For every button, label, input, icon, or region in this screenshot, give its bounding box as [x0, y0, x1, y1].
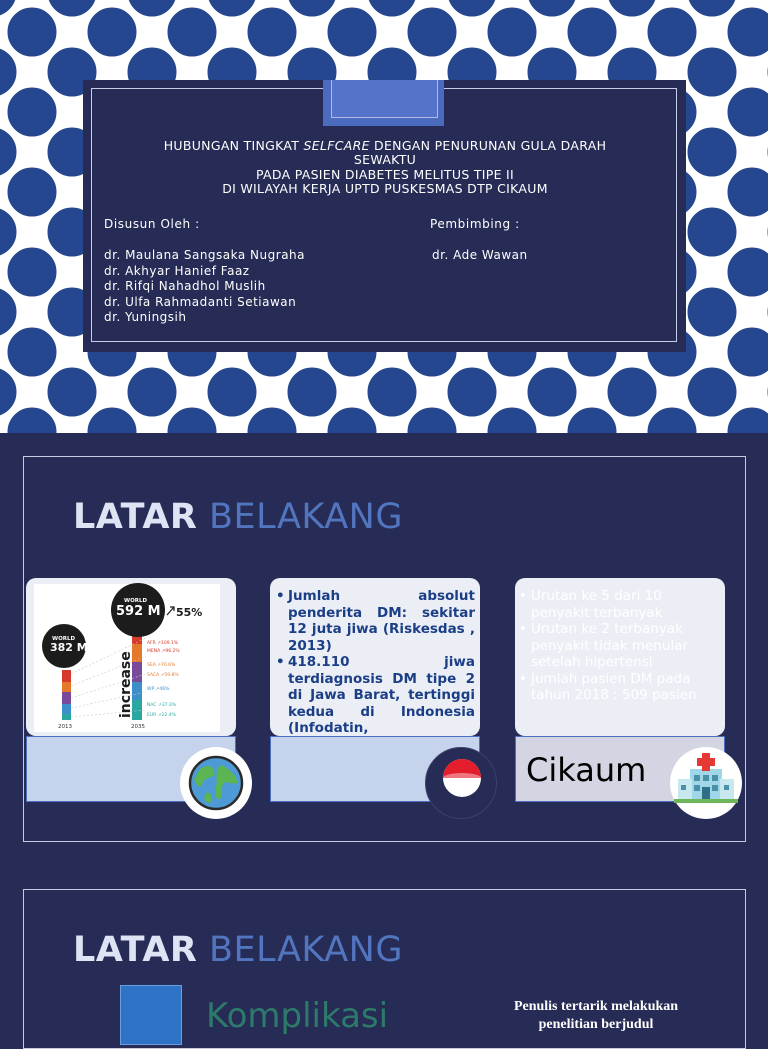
- increase-label: increase: [118, 651, 134, 718]
- indonesia-card: [270, 578, 480, 736]
- research-note: [480, 998, 712, 1034]
- author-item: dr. Rifqi Nahadhol Muslih: [104, 279, 266, 293]
- year-start: 2013: [58, 724, 72, 730]
- world-2013-label: WORLD: [52, 636, 76, 642]
- advisor-label: Pembimbing :: [430, 217, 520, 231]
- svg-text:SEA ↗70.6%: SEA ↗70.6%: [147, 663, 176, 668]
- svg-text:AFR ↗109.1%: AFR ↗109.1%: [147, 641, 179, 646]
- hospital-icon: [670, 747, 742, 819]
- list-item: • Jumlah absolut penderita DM: sekitar 12 juta jiwa (Riskesdas , 2013): [276, 588, 475, 654]
- svg-text:NAC ↗37.3%: NAC ↗37.3%: [147, 703, 177, 708]
- title-line-1: HUBUNGAN TINGKAT SELFCARE DENGAN PENURUNAN GULA DARAH: [163, 138, 607, 153]
- research-note-line-2: penelitian berjudul: [538, 1017, 654, 1032]
- infographic-card: [26, 578, 236, 736]
- svg-text:WP ↗46%: WP ↗46%: [147, 687, 170, 692]
- year-end: 2035: [131, 724, 145, 730]
- list-item: • Urutan ke 2 terbanyak penyakit tidak menular setelah hipertensi: [519, 621, 719, 671]
- globe-icon: [180, 747, 252, 819]
- author-item: dr. Ulfa Rahmadanti Setiawan: [104, 295, 297, 309]
- diabetes-infographic: [26, 578, 236, 736]
- title-line-3: PADA PASIEN DIABETES MELITUS TIPE II: [255, 167, 515, 182]
- author-item: dr. Maulana Sangsaka Nugraha: [104, 248, 306, 262]
- title-line-2: SEWAKTU: [353, 152, 417, 167]
- advisor-name: dr. Ade Wawan: [432, 248, 528, 262]
- author-item: dr. Yuningsih: [104, 310, 187, 324]
- list-item: • 418.110 jiwa terdiagnosis DM tipe 2 di Jawa Barat, tertinggi kedua di Indonesia (Infodatin,: [276, 654, 475, 736]
- world-2035-value: 592 M: [116, 604, 161, 619]
- world-2035-label: WORLD: [124, 598, 148, 604]
- research-note-line-1: Penulis tertarik melakukan: [513, 999, 679, 1014]
- authors-label: Disusun Oleh :: [104, 217, 200, 231]
- list-item: • Jumlah pasien DM pada tahun 2018 : 509 pasien: [519, 671, 719, 704]
- title-tab-inner: [331, 80, 438, 118]
- slide-heading: LATAR BELAKANG: [73, 497, 403, 537]
- indonesia-flag-icon: [425, 747, 497, 819]
- author-item: dr. Akhyar Hanief Faaz: [104, 264, 250, 278]
- list-item: • Urutan ke 5 dari 10 penyakit terbanyak: [519, 588, 719, 621]
- slide-heading-2: LATAR BELAKANG: [73, 930, 403, 970]
- komplikasi-label: Komplikasi: [206, 996, 389, 1036]
- svg-text:MENA ↗96.2%: MENA ↗96.2%: [147, 649, 180, 654]
- cikaum-label: Cikaum: [526, 751, 647, 789]
- world-2013-value: 382 M: [50, 641, 88, 654]
- title-line-4: DI WILAYAH KERJA UPTD PUSKESMAS DTP CIKAUM: [222, 181, 548, 196]
- cikaum-card: [515, 578, 725, 736]
- svg-text:EUR ↗22.4%: EUR ↗22.4%: [147, 713, 176, 718]
- blue-block: [120, 985, 182, 1045]
- svg-text:SACA ↗59.8%: SACA ↗59.8%: [147, 673, 179, 678]
- growth-value: 55%: [176, 606, 203, 619]
